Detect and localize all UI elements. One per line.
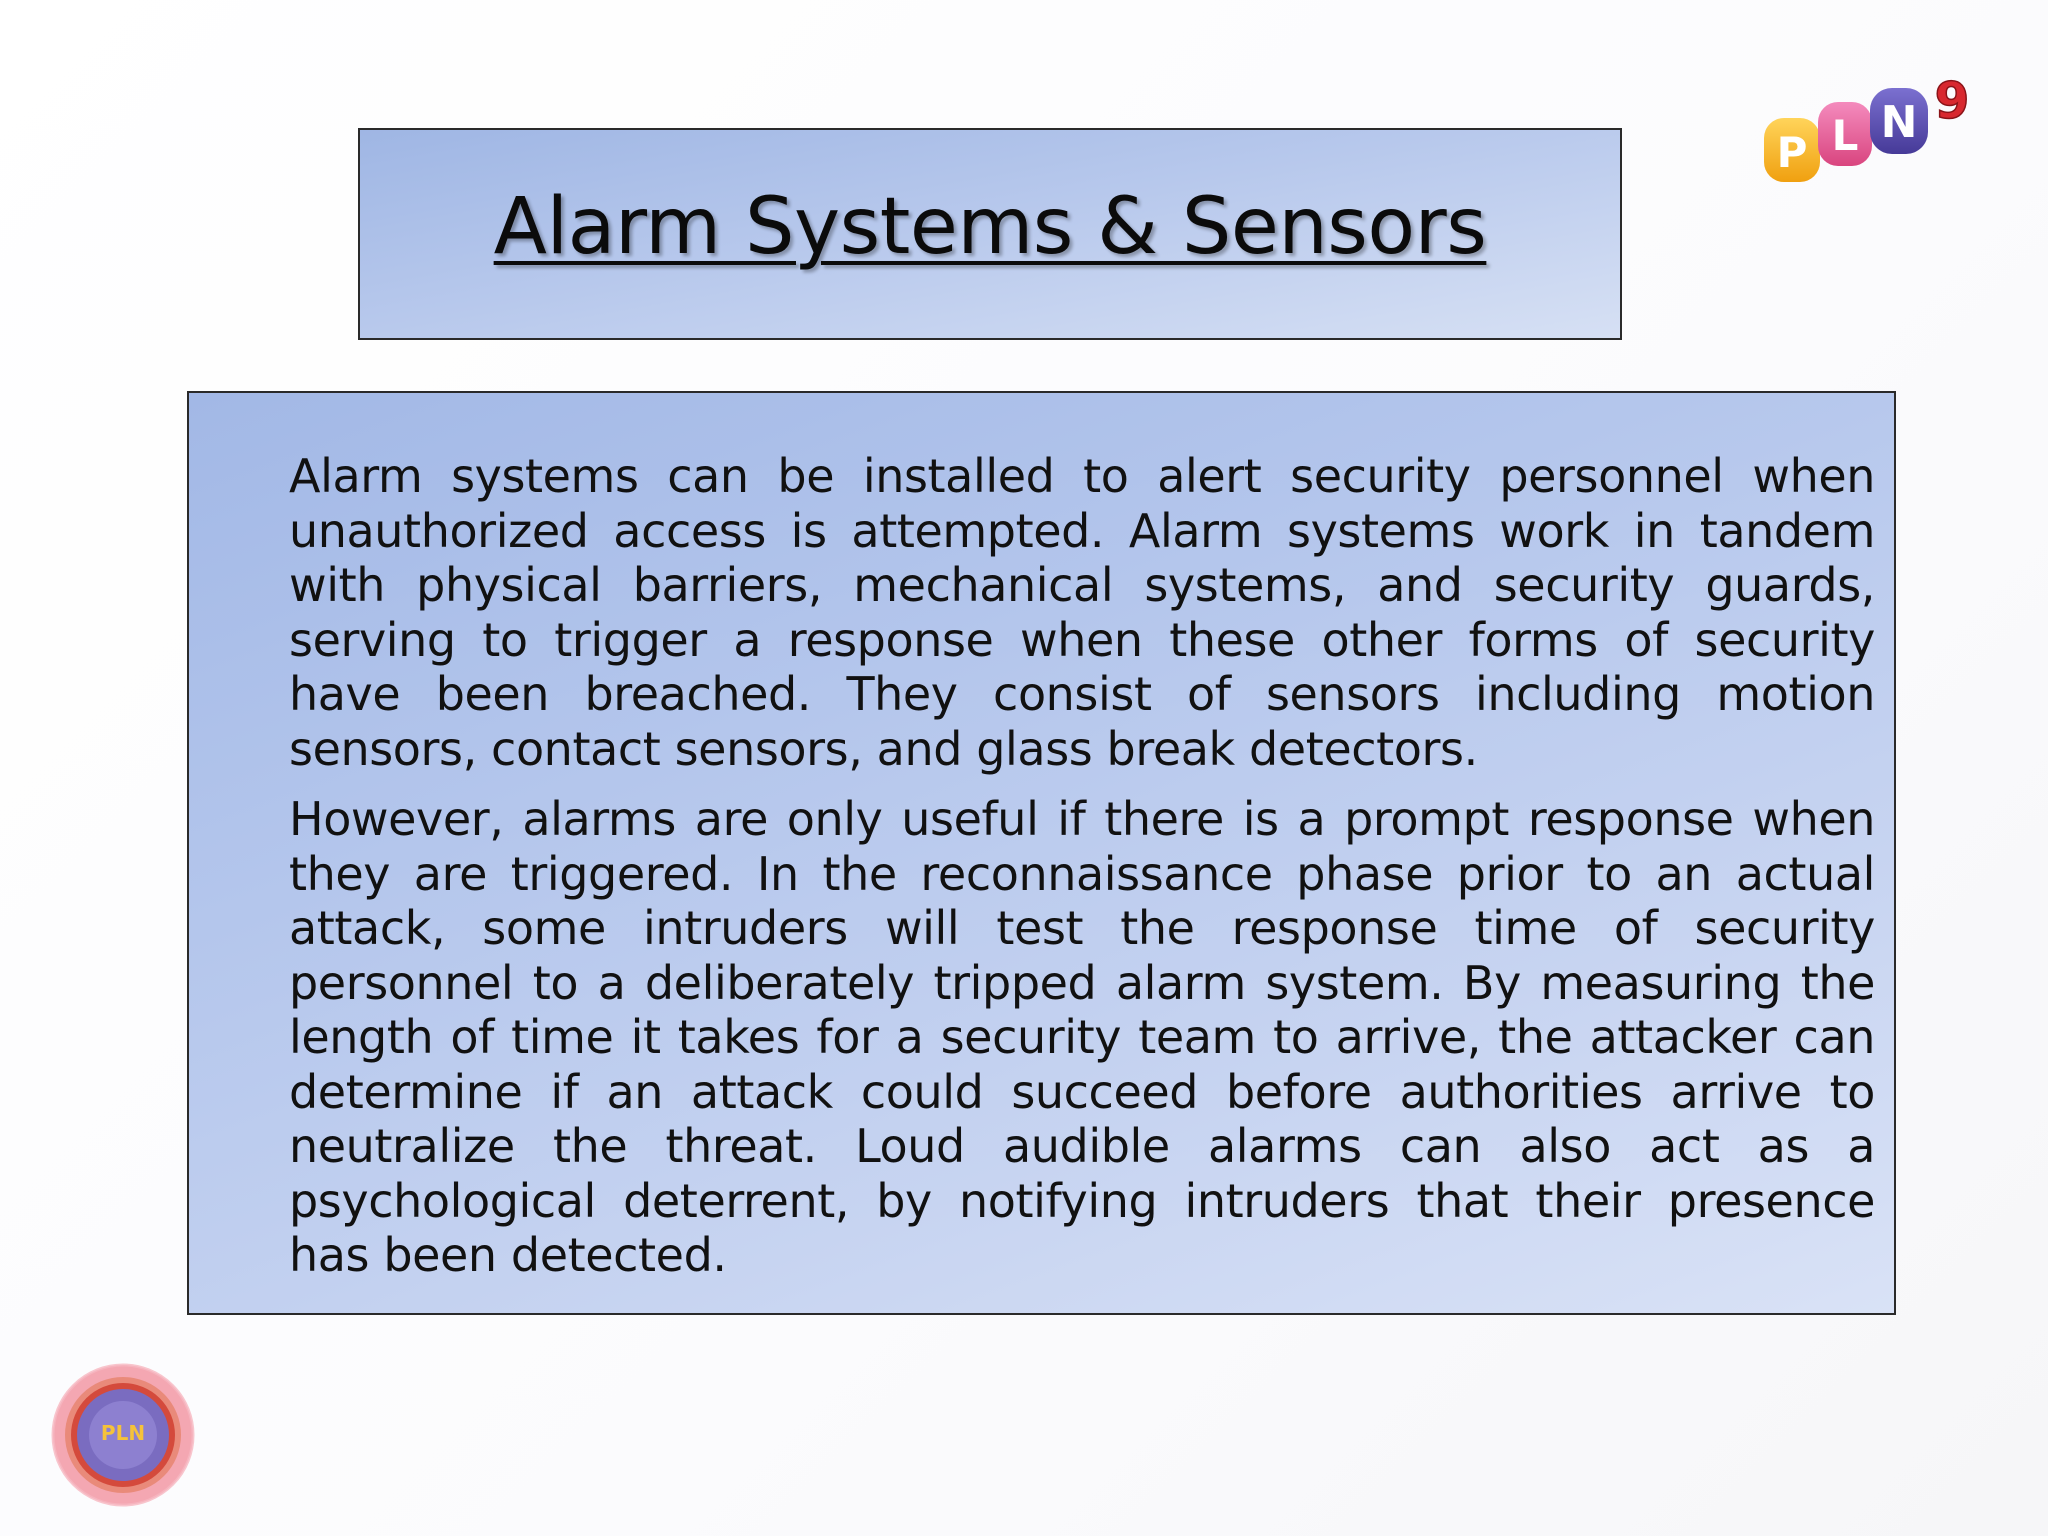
- content-body: [289, 449, 1875, 1299]
- svg-text:P: P: [1776, 128, 1808, 177]
- logo-digit-9: [1935, 72, 1970, 130]
- pln9-seal-icon: [50, 1362, 196, 1508]
- content-box: [187, 391, 1896, 1315]
- paragraph-response-time: However, alarms are only useful if there is a prompt response when they are triggered. In the reconnaissance phase prior to an actual attack, some intruders will test the response time of security personnel to a deliberately tripped alarm system. By measuring the length of time it takes for a security team to arrive, the attacker can determine if an attack could succeed before authorities arrive to neutralize the threat. Loud audible alarms can also act as a psychological deterrent, by notifying intruders that their presence has been detected.: [289, 792, 1875, 1282]
- logo-letter-p: [1764, 118, 1820, 182]
- slide-title: Alarm Systems & Sensors: [493, 182, 1487, 272]
- svg-text:9: 9: [1934, 72, 1970, 130]
- svg-text:N: N: [1880, 97, 1918, 148]
- svg-text:L: L: [1831, 111, 1859, 160]
- logo-letter-n: [1870, 88, 1928, 154]
- svg-text:PLN: PLN: [100, 1421, 146, 1445]
- logo-letter-l: [1818, 102, 1872, 166]
- title-box: [358, 128, 1622, 340]
- pln9-logo-icon: [1760, 70, 1990, 190]
- paragraph-alarm-systems: Alarm systems can be installed to alert security personnel when unauthorized access is attempted. Alarm systems work in tandem with physical barriers, mechanical systems, and security guards, serving to trigger a response when these other forms of security have been breached. They consist of sensors including motion sensors, contact sensors, and glass break detectors.: [289, 449, 1875, 776]
